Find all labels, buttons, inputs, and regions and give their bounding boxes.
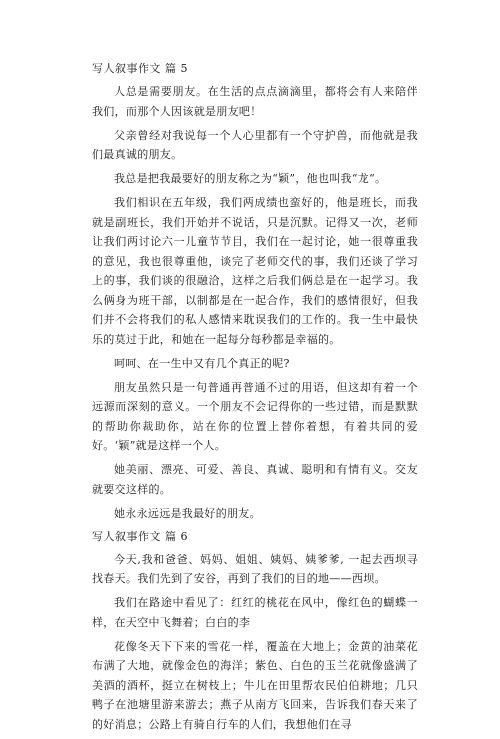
paragraph: 她永永远远是我最好的朋友。 — [114, 506, 261, 520]
paragraph: 父亲曾经对我说每一个人心里都有一个守护兽，而他就是我们最真诚的朋友。 — [92, 128, 418, 161]
paragraph: 今天,我和爸爸、妈妈、姐姐、姨妈、姨爹爹, 一起去西坝寻找春天。我们先到了安谷，再到了我们的目的地——西坝。 — [92, 552, 418, 585]
paragraph: 呵呵、在一生中又有几个真正的呢? — [114, 356, 290, 370]
paragraph: 我总是把我最要好的朋友称之为“颖”，他也叫我“龙“。 — [114, 172, 387, 185]
paragraph: 花像冬天下下来的雪花一样，覆盖在大地上；金黄的油菜花布满了大地，就像金色的海洋；紫色、白色的玉兰花就像盛满了美酒的酒杯，挺立在树枝上；牛儿在田里帮农民伯伯耕地；几只鸭子在池塘里游来游去；燕子从南方飞回来，告诉我们春天来了的好消息；公路上有骑自行车的人们，我想他们在寻 — [92, 639, 418, 731]
section-heading: 写人叙事作文 篇 5 — [92, 62, 188, 75]
document-page — [92, 60, 418, 739]
essay-section-5 — [92, 60, 418, 523]
paragraph: 她美丽、漂亮、可爱、善良、真诚、聪明和有情有义。交友就要交这样的。 — [92, 463, 418, 496]
paragraph: 人总是需要朋友。在生活的点点滴滴里，都将会有人来陪伴我们，而那个人因该就是朋友吧！ — [92, 85, 418, 118]
paragraph: 我们相识在五年级，我们两成绩也蛮好的，他是班长，而我就是副班长，我们开始并不说话，只是沉默。记得又一次，老师让我们两讨论六一儿童节节目，我们在一起讨论，她一很尊重我的意见，我也很尊重他，谈完了老师交代的事，我们还谈了学习上的事，我们谈的很融洽，这样之后我们俩总是在一起学习。我么俩身为班干部，以制都是在一起合作，我们的感情很好，但我们并不会将我们的私人感情来耽误我们的工作的。我一生中最快乐的莫过于此，和她在一起每分每秒都是幸福的。 — [92, 196, 418, 346]
paragraph: 朋友虽然只是一句普通再普通不过的用语，但这却有着一个远源而深刻的意义。一个朋友不会记得你的一些过错，而是默默的帮助你裁助你，站在你的位置上替你着想，有着共同的爱好。‘颖”就是这样一个人。 — [92, 380, 418, 452]
section-heading: 写人叙事作文 篇 6 — [92, 529, 188, 543]
paragraph: 我们在路途中看见了：红红的桃花在风中，像红色的蝴蝶一样，在天空中飞舞着；白白的李 — [92, 596, 418, 629]
essay-section-6 — [92, 528, 418, 735]
